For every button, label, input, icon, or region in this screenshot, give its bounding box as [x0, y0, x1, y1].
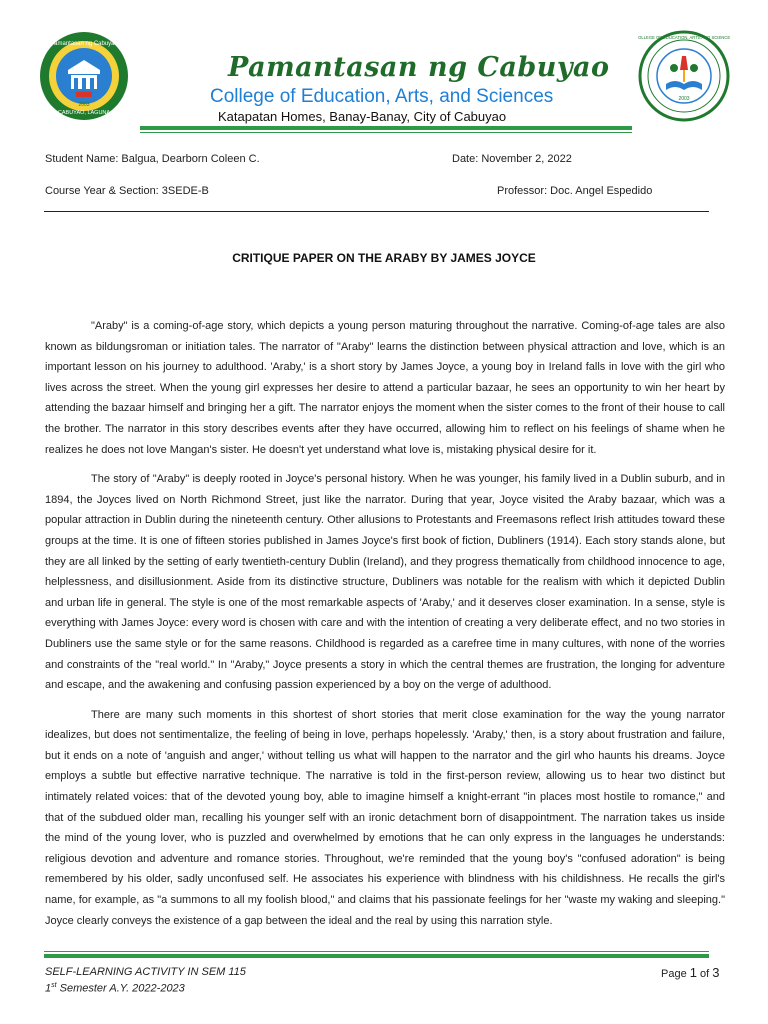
footer-semester: 1st Semester A.Y. 2022-2023 [45, 982, 185, 995]
college-name: College of Education, Arts, and Sciences [210, 86, 554, 107]
university-seal-logo [38, 30, 130, 122]
university-name: Pamantasan ng Cabuyao [228, 52, 610, 83]
svg-text:COLLEGE OF EDUCATION, ARTS AND: COLLEGE OF EDUCATION, ARTS AND SCIENCES [638, 35, 730, 40]
paragraph-3: There are many such moments in this shortest of short stories that merit close examination for the way the young narrator idealizes, but does not sentimentalize, the feeling of being in love, perhaps hopelessly. 'Araby,' then, is a story about frustration and failure, but it ends on a note of 'anguish and anger,' without telling us what will happen to the narrator and the girl who haunts his dreams. Joyce employs a subtle but effective narrative technique. The narrative is told in the first-person review, allowing us to hear two distinct but intimately related voices: that of the devoted young boy, able to imagine himself a knight-errant "in places most hostile to romance," and that of the subdued older man, recalling his younger self with an ironic detachment born of disappointment. The narration takes us inside the mind of the young lover, who is puzzled and overwhelmed by emotions that he can only express in the languages he understands: religious devotion and adventure and romance stories. Throughout, we're reminded that the young boy's "confused adoration" is being remembered by his older, sadly unconfused self. He associates his experience with blindness with his childishness. He recalls the girl's name, for example, as "a summons to all my foolish blood," and claims that his passionate feelings for her "waste my waking and sleeping." Joyce clearly conveys the existence of a gap between the ideal and the real by using this narration style. [45, 708, 725, 927]
footer-activity: SELF-LEARNING ACTIVITY IN SEM 115 [45, 966, 246, 978]
college-seal-logo [638, 30, 730, 122]
course-section: Course Year & Section: 3SEDE-B [45, 185, 209, 197]
footer-divider [44, 951, 709, 958]
footer-course-info [45, 965, 246, 996]
page-number: Page 1 of 3 [661, 965, 720, 980]
paragraph-2: The story of "Araby" is deeply rooted in Joyce's personal history. When he was younger, his family lived in a Dublin suburb, and in 1894, the Joyces lived on North Richmond Street, just like the narrator. During that year, Joyce visited the Araby bazaar, which was a popular attraction in Dublin during the nineteenth century. Other allusions to Protestants and Freemasons reflect Irish attitudes toward these groups at the time. It is one of fifteen stories published in James Joyce's first book of fiction, Dubliners (1914). Each story stands alone, but they are all linked by the setting of early twentieth-century Dublin (Ireland), and they progress thematically from childhood innocence to age, helplessness, and disillusionment. Aside from its distinctive structure, Dubliners was notable for the realism with which it depicted Dublin and urban life in general. The style is one of the most remarkable aspects of 'Araby,' and it deserves closer examination. In a sense, style is everything with James Joyce: every word is chosen with care and with the intention of creating a very deliberate effect, and no two stories in Dubliners use the same style or for the same reasons. Childhood is regarded as a carefree time in many cultures, with none of the worries and constraints of the "real world." In "Araby," Joyce presents a story in which the central themes are frustration, the longing for adventure and escape, and the awakening and confusing passion experienced by a boy on the verge of adulthood. [45, 473, 725, 692]
professor-name: Professor: Doc. Angel Espedido [497, 185, 653, 197]
critique-body [45, 316, 725, 940]
student-name: Student Name: Balgua, Dearborn Coleen C. [45, 153, 260, 165]
svg-text:2003: 2003 [78, 102, 90, 108]
svg-text:Pamantasan ng Cabuyao: Pamantasan ng Cabuyao [50, 41, 118, 47]
paragraph-1: "Araby" is a coming-of-age story, which depicts a young person maturing throughout the narrative. Coming-of-age tales are also known as bildungsroman or initiation tales. The narrator of "Araby" learns the distinction between physical attraction and love, which is an important lesson on his journey to adulthood. 'Araby,' is a short story by James Joyce, a young boy in Ireland falls in love with the girl who lives across the street. When the young girl expresses her desire to attend a particular bazaar, he sees an opportunity to win her heart by attending the bazaar himself and bringing her a gift. The narrator enjoys the moment when the sister comes to the front of their house to call the brother. The narrator in this story describes events after they have occurred, allowing him to reflect on his feelings of shame when he realizes he does not love Mangan's sister. He doesn't yet understand what love is, mistaking physical desire for it. [45, 320, 725, 456]
svg-text:2003: 2003 [678, 96, 690, 102]
submission-date: Date: November 2, 2022 [452, 153, 572, 165]
header-divider [140, 126, 632, 133]
paper-title: CRITIQUE PAPER ON THE ARABY BY JAMES JOYCE [232, 251, 536, 265]
svg-text:CABUYAO, LAGUNA: CABUYAO, LAGUNA [57, 110, 111, 116]
college-address: Katapatan Homes, Banay-Banay, City of Cabuyao [218, 109, 507, 124]
info-divider [44, 211, 709, 212]
